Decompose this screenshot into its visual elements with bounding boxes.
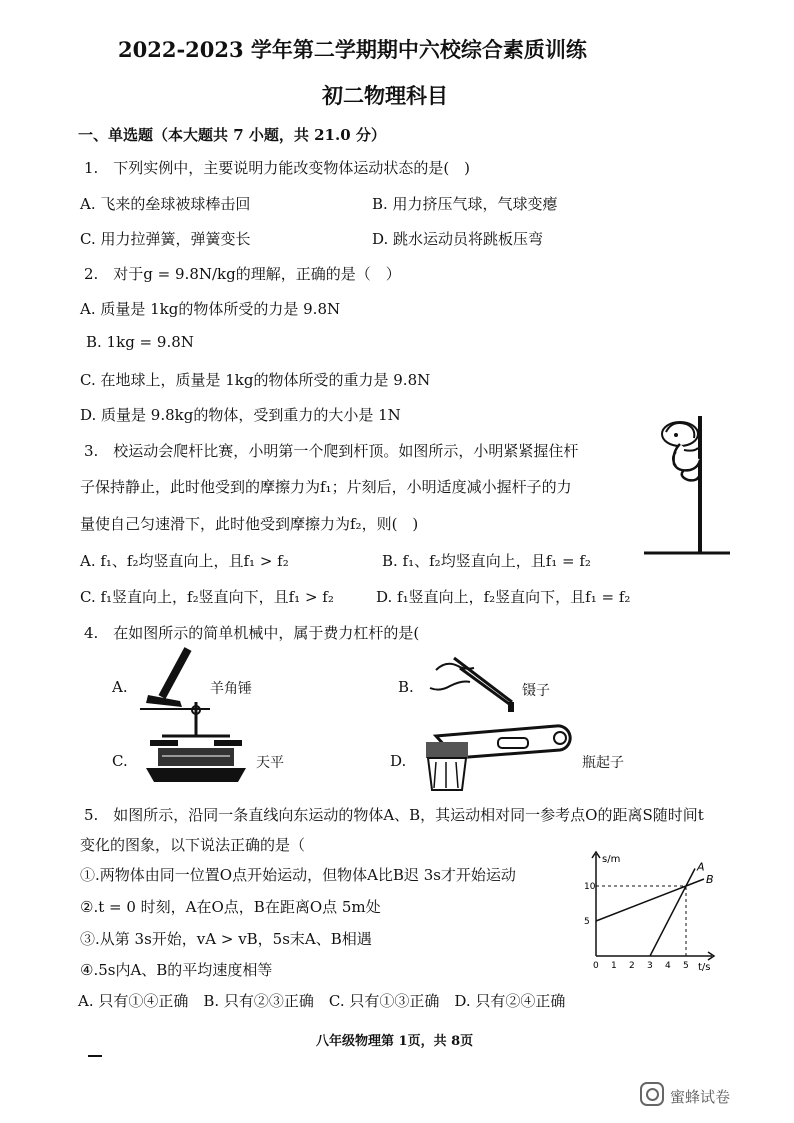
q1-option-d: D. 跳水运动员将跳板压弯 bbox=[372, 230, 544, 248]
watermark-logo-icon bbox=[640, 1082, 664, 1106]
pole-climber-figure bbox=[640, 412, 732, 560]
scan-mark bbox=[88, 1055, 102, 1057]
q1-option-c: C. 用力拉弹簧，弹簧变长 bbox=[80, 230, 251, 248]
q3-option-d: D. f₁竖直向上，f₂竖直向下，且f₁ = f₂ bbox=[376, 588, 631, 606]
q4-label-b: B. bbox=[398, 678, 414, 696]
q1-stem: 1. 下列实例中，主要说明力能改变物体运动状态的是( ) bbox=[84, 159, 471, 177]
subject-title: 初二物理科目 bbox=[322, 83, 448, 108]
q4-caption-a: 羊角锤 bbox=[210, 681, 252, 697]
q4-label-c: C. bbox=[112, 752, 128, 770]
series-line-a bbox=[650, 869, 695, 957]
q3-stem-line2: 子保持静止，此时他受到的摩擦力为f₁；片刻后，小明适度减小握杆子的力 bbox=[80, 478, 572, 496]
q1-option-a: A. 飞来的垒球被球棒击回 bbox=[80, 195, 251, 213]
y-axis-label: s/m bbox=[602, 854, 621, 865]
q2-option-b: B. 1kg = 9.8N bbox=[86, 333, 194, 351]
q5-stem-line1: 5. 如图所示，沿同一条直线向东运动的物体A、B，其运动相对同一参考点O的距离S随时间t bbox=[84, 806, 704, 824]
x-tick-label: 2 bbox=[629, 961, 635, 971]
q2-option-c: C. 在地球上，质量是 1kg的物体所受的重力是 9.8N bbox=[80, 371, 431, 389]
q4-label-d: D. bbox=[390, 752, 407, 770]
x-tick-label: 3 bbox=[647, 961, 653, 971]
q4-stem: 4. 在如图所示的简单机械中，属于费力杠杆的是( bbox=[84, 624, 420, 642]
series-line-b bbox=[596, 879, 704, 921]
q5-statement-2: ②.t = 0 时刻，A在O点，B在距离O点 5m处 bbox=[80, 898, 381, 916]
y-tick-label: 5 bbox=[584, 917, 590, 927]
q3-stem-line3: 量使自己匀速滑下，此时他受到摩擦力为f₂，则( ) bbox=[80, 515, 419, 533]
q5-statement-1: ①.两物体由同一位置O点开始运动，但物体A比B迟 3s才开始运动 bbox=[80, 866, 516, 884]
q3-option-c: C. f₁竖直向上，f₂竖直向下，且f₁ > f₂ bbox=[80, 588, 334, 606]
q3-option-a: A. f₁、f₂均竖直向上，且f₁ > f₂ bbox=[80, 552, 289, 570]
tweezers-icon bbox=[426, 648, 522, 714]
q4-caption-d: 瓶起子 bbox=[582, 755, 624, 771]
q5-statement-4: ④.5s内A、B的平均速度相等 bbox=[80, 961, 273, 979]
q2-stem: 2. 对于g = 9.8N/kg的理解，正确的是（ ） bbox=[84, 265, 401, 283]
watermark-text: 蜜蜂试卷 bbox=[670, 1088, 731, 1106]
q3-stem-line1: 3. 校运动会爬杆比赛，小明第一个爬到杆顶。如图所示，小明紧紧握住杆 bbox=[84, 442, 579, 460]
series-label-a: A bbox=[697, 860, 705, 874]
s-t-graph bbox=[580, 848, 718, 972]
bottle-opener-icon bbox=[416, 718, 580, 794]
q5-statement-3: ③.从第 3s开始，vA > vB，5s末A、B相遇 bbox=[80, 930, 372, 948]
q2-option-a: A. 质量是 1kg的物体所受的力是 9.8N bbox=[80, 300, 341, 318]
x-tick-label: 1 bbox=[611, 961, 617, 971]
section-heading: 一、单选题（本大题共 7 小题，共 21.0 分） bbox=[78, 126, 386, 144]
balance-scale-icon bbox=[140, 696, 252, 788]
series-label-b: B bbox=[706, 873, 714, 886]
q1-option-b: B. 用力挤压气球，气球变瘪 bbox=[372, 195, 558, 213]
q5-options: A. 只有①④正确 B. 只有②③正确 C. 只有①③正确 D. 只有②④正确 bbox=[78, 992, 566, 1010]
exam-title: 2022-2023 学年第二学期期中六校综合素质训练 bbox=[118, 37, 587, 62]
q5-stem-line2: 变化的图象，以下说法正确的是（ bbox=[80, 836, 306, 854]
x-axis-label: t/s bbox=[698, 962, 711, 972]
page-footer: 八年级物理第 1页，共 8页 bbox=[316, 1034, 474, 1049]
q3-option-b: B. f₁、f₂均竖直向上，且f₁ = f₂ bbox=[382, 552, 591, 570]
q2-option-d: D. 质量是 9.8kg的物体，受到重力的大小是 1N bbox=[80, 406, 401, 424]
x-tick-label: 5 bbox=[683, 961, 689, 971]
q4-caption-b: 镊子 bbox=[522, 683, 550, 699]
q4-caption-c: 天平 bbox=[256, 755, 284, 771]
q4-label-a: A. bbox=[112, 678, 128, 696]
y-tick-label: 10 bbox=[584, 882, 596, 892]
x-tick-label: 0 bbox=[593, 961, 599, 971]
x-tick-label: 4 bbox=[665, 961, 671, 971]
